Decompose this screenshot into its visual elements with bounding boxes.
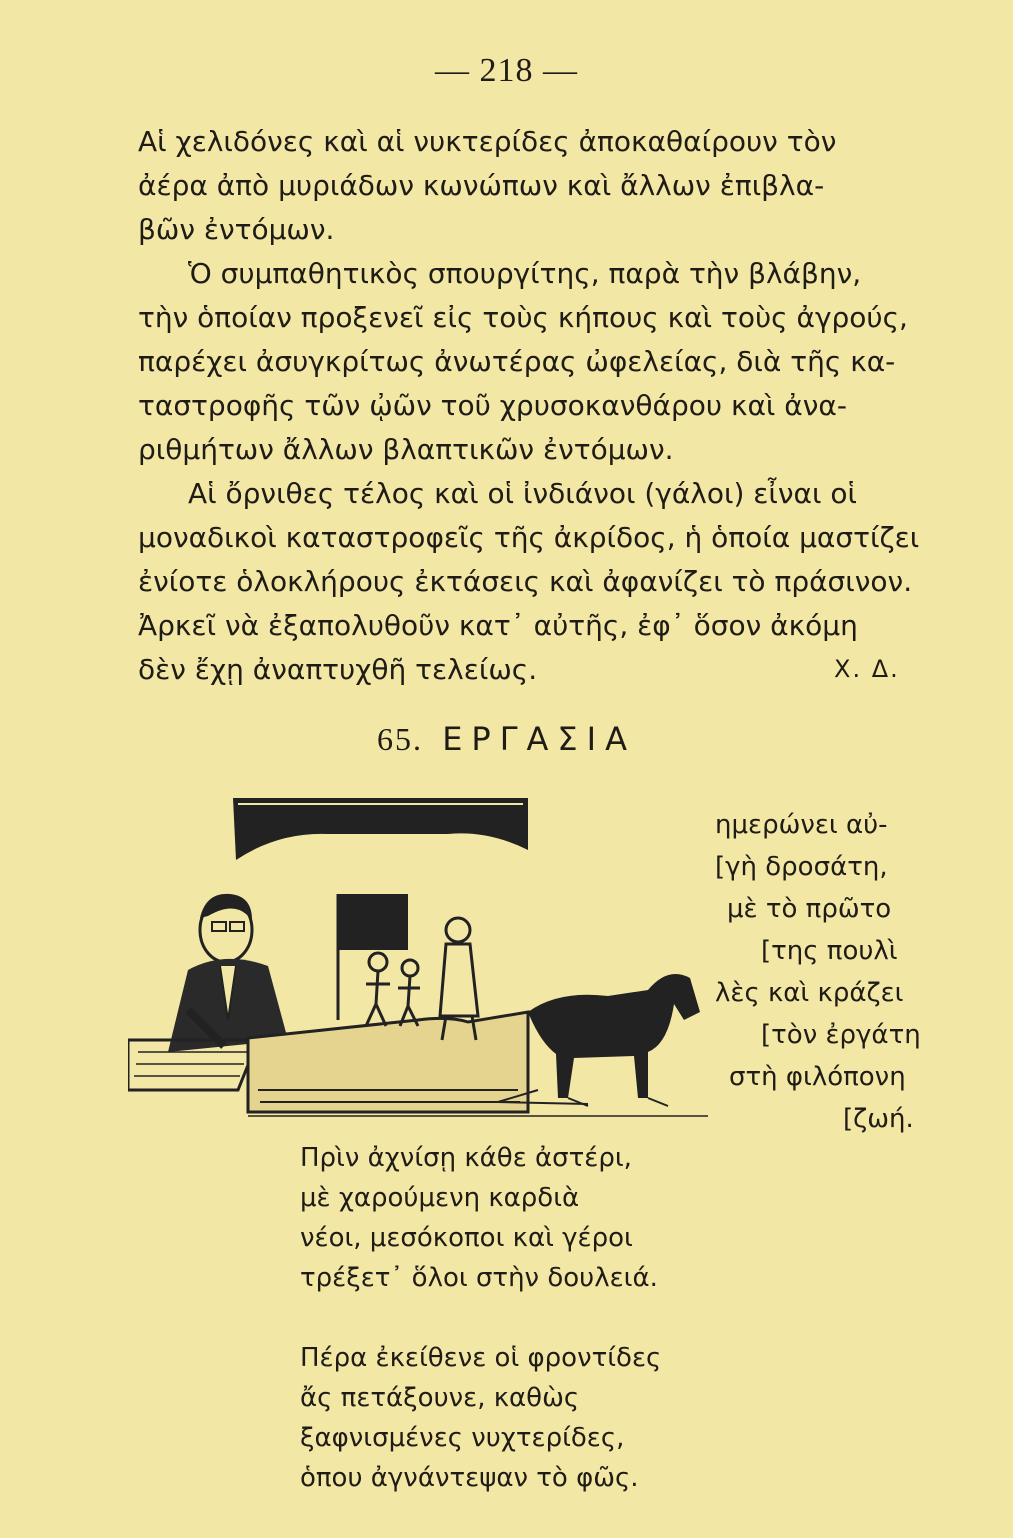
flag [338, 894, 408, 950]
verse-line: μὲ τὸ πρῶτο [727, 894, 892, 924]
section-heading [0, 720, 1013, 758]
author-initials: Χ. Δ. [834, 655, 900, 683]
section-title: ΕΡΓΑΣΙΑ [442, 720, 636, 758]
line: Αἱ ὄρνιθες τέλος καὶ οἱ ἰνδιάνοι (γάλοι) εἶναι οἱ [188, 477, 857, 510]
line: Ἀρκεῖ νὰ ἐξαπολυθοῦν κατ᾽ αὐτῆς, ἐφ᾽ ὅσον ἀκόμη [138, 609, 858, 642]
line: μοναδικοὶ καταστροφεῖς τῆς ἀκρίδος, ἡ ὁποία μαστίζει [138, 521, 920, 554]
line: δὲν ἔχῃ ἀναπτυχθῆ τελείως. [138, 653, 538, 686]
verse-line: ὁπου ἀγνάντεψαν τὸ φῶς. [300, 1463, 639, 1493]
verse-line: [τὸν ἐργάτη [761, 1020, 921, 1050]
verse-line: [γὴ δροσάτη, [715, 852, 888, 882]
paragraph-1 [138, 120, 958, 252]
banner-shape [233, 798, 528, 860]
verse-line: ημερώνει αὐ- [715, 810, 888, 840]
writer-figure [168, 894, 288, 1052]
verse-line: [ζωή. [843, 1104, 914, 1134]
page-number: — 218 — [435, 52, 578, 89]
verse-line: Πέρα ἐκείθενε οἱ φροντίδες [300, 1343, 662, 1373]
section-number: 65. [377, 721, 424, 757]
field-frame [248, 1012, 528, 1112]
verse-line: ἄς πετάξουνε, καθὼς [300, 1383, 580, 1413]
main-poem [300, 1138, 860, 1538]
line: βῶν ἐντόμων. [138, 213, 335, 246]
verse-line: ξαφνισμένες νυχτερίδες, [300, 1423, 625, 1453]
line: ριθμήτων ἄλλων βλαπτικῶν ἐντόμων. [138, 433, 674, 466]
line: τὴν ὁποίαν προξενεῖ εἰς τοὺς κήπους καὶ τοὺς ἀγρούς, [138, 301, 908, 334]
paragraph-2 [138, 252, 958, 472]
line: Αἱ χελιδόνες καὶ αἱ νυκτερίδες ἀποκαθαίρουν τὸν [138, 125, 837, 158]
line: ταστροφῆς τῶν ᾠῶν τοῦ χρυσοκανθάρου καὶ ἀνα- [138, 389, 847, 422]
side-poem [715, 804, 975, 1140]
stanza-1 [300, 1138, 860, 1298]
verse-line: νέοι, μεσόκοποι καὶ γέροι [300, 1223, 633, 1253]
verse-line: στὴ φιλόπονη [729, 1062, 906, 1092]
desk-lines [134, 1052, 248, 1076]
verse-line: Πρὶν ἀχνίσῃ κάθε ἀστέρι, [300, 1143, 632, 1173]
line: ἐνίοτε ὁλοκλήρους ἐκτάσεις καὶ ἀφανίζει τὸ πράσινον. [138, 565, 913, 598]
illustration-farmer-and-writer [128, 790, 718, 1130]
verse-line: λὲς καὶ κράζει [715, 978, 904, 1008]
line: ἀέρα ἀπὸ μυριάδων κωνώπων καὶ ἄλλων ἐπιβλα- [138, 169, 825, 202]
line: παρέχει ἀσυγκρίτως ἀνωτέρας ὠφελείας, διὰ τῆς κα- [138, 345, 896, 378]
line: Ὁ συμπαθητικὸς σπουργίτης, παρὰ τὴν βλάβην, [188, 257, 862, 290]
verse-line: μὲ χαρούμενη καρδιὰ [300, 1183, 580, 1213]
prose-text [138, 120, 958, 692]
verse-line: [της πουλὶ [761, 936, 898, 966]
verse-line: τρέξετ᾽ ὅλοι στὴν δουλειά. [300, 1263, 658, 1293]
stanza-2 [300, 1338, 860, 1498]
